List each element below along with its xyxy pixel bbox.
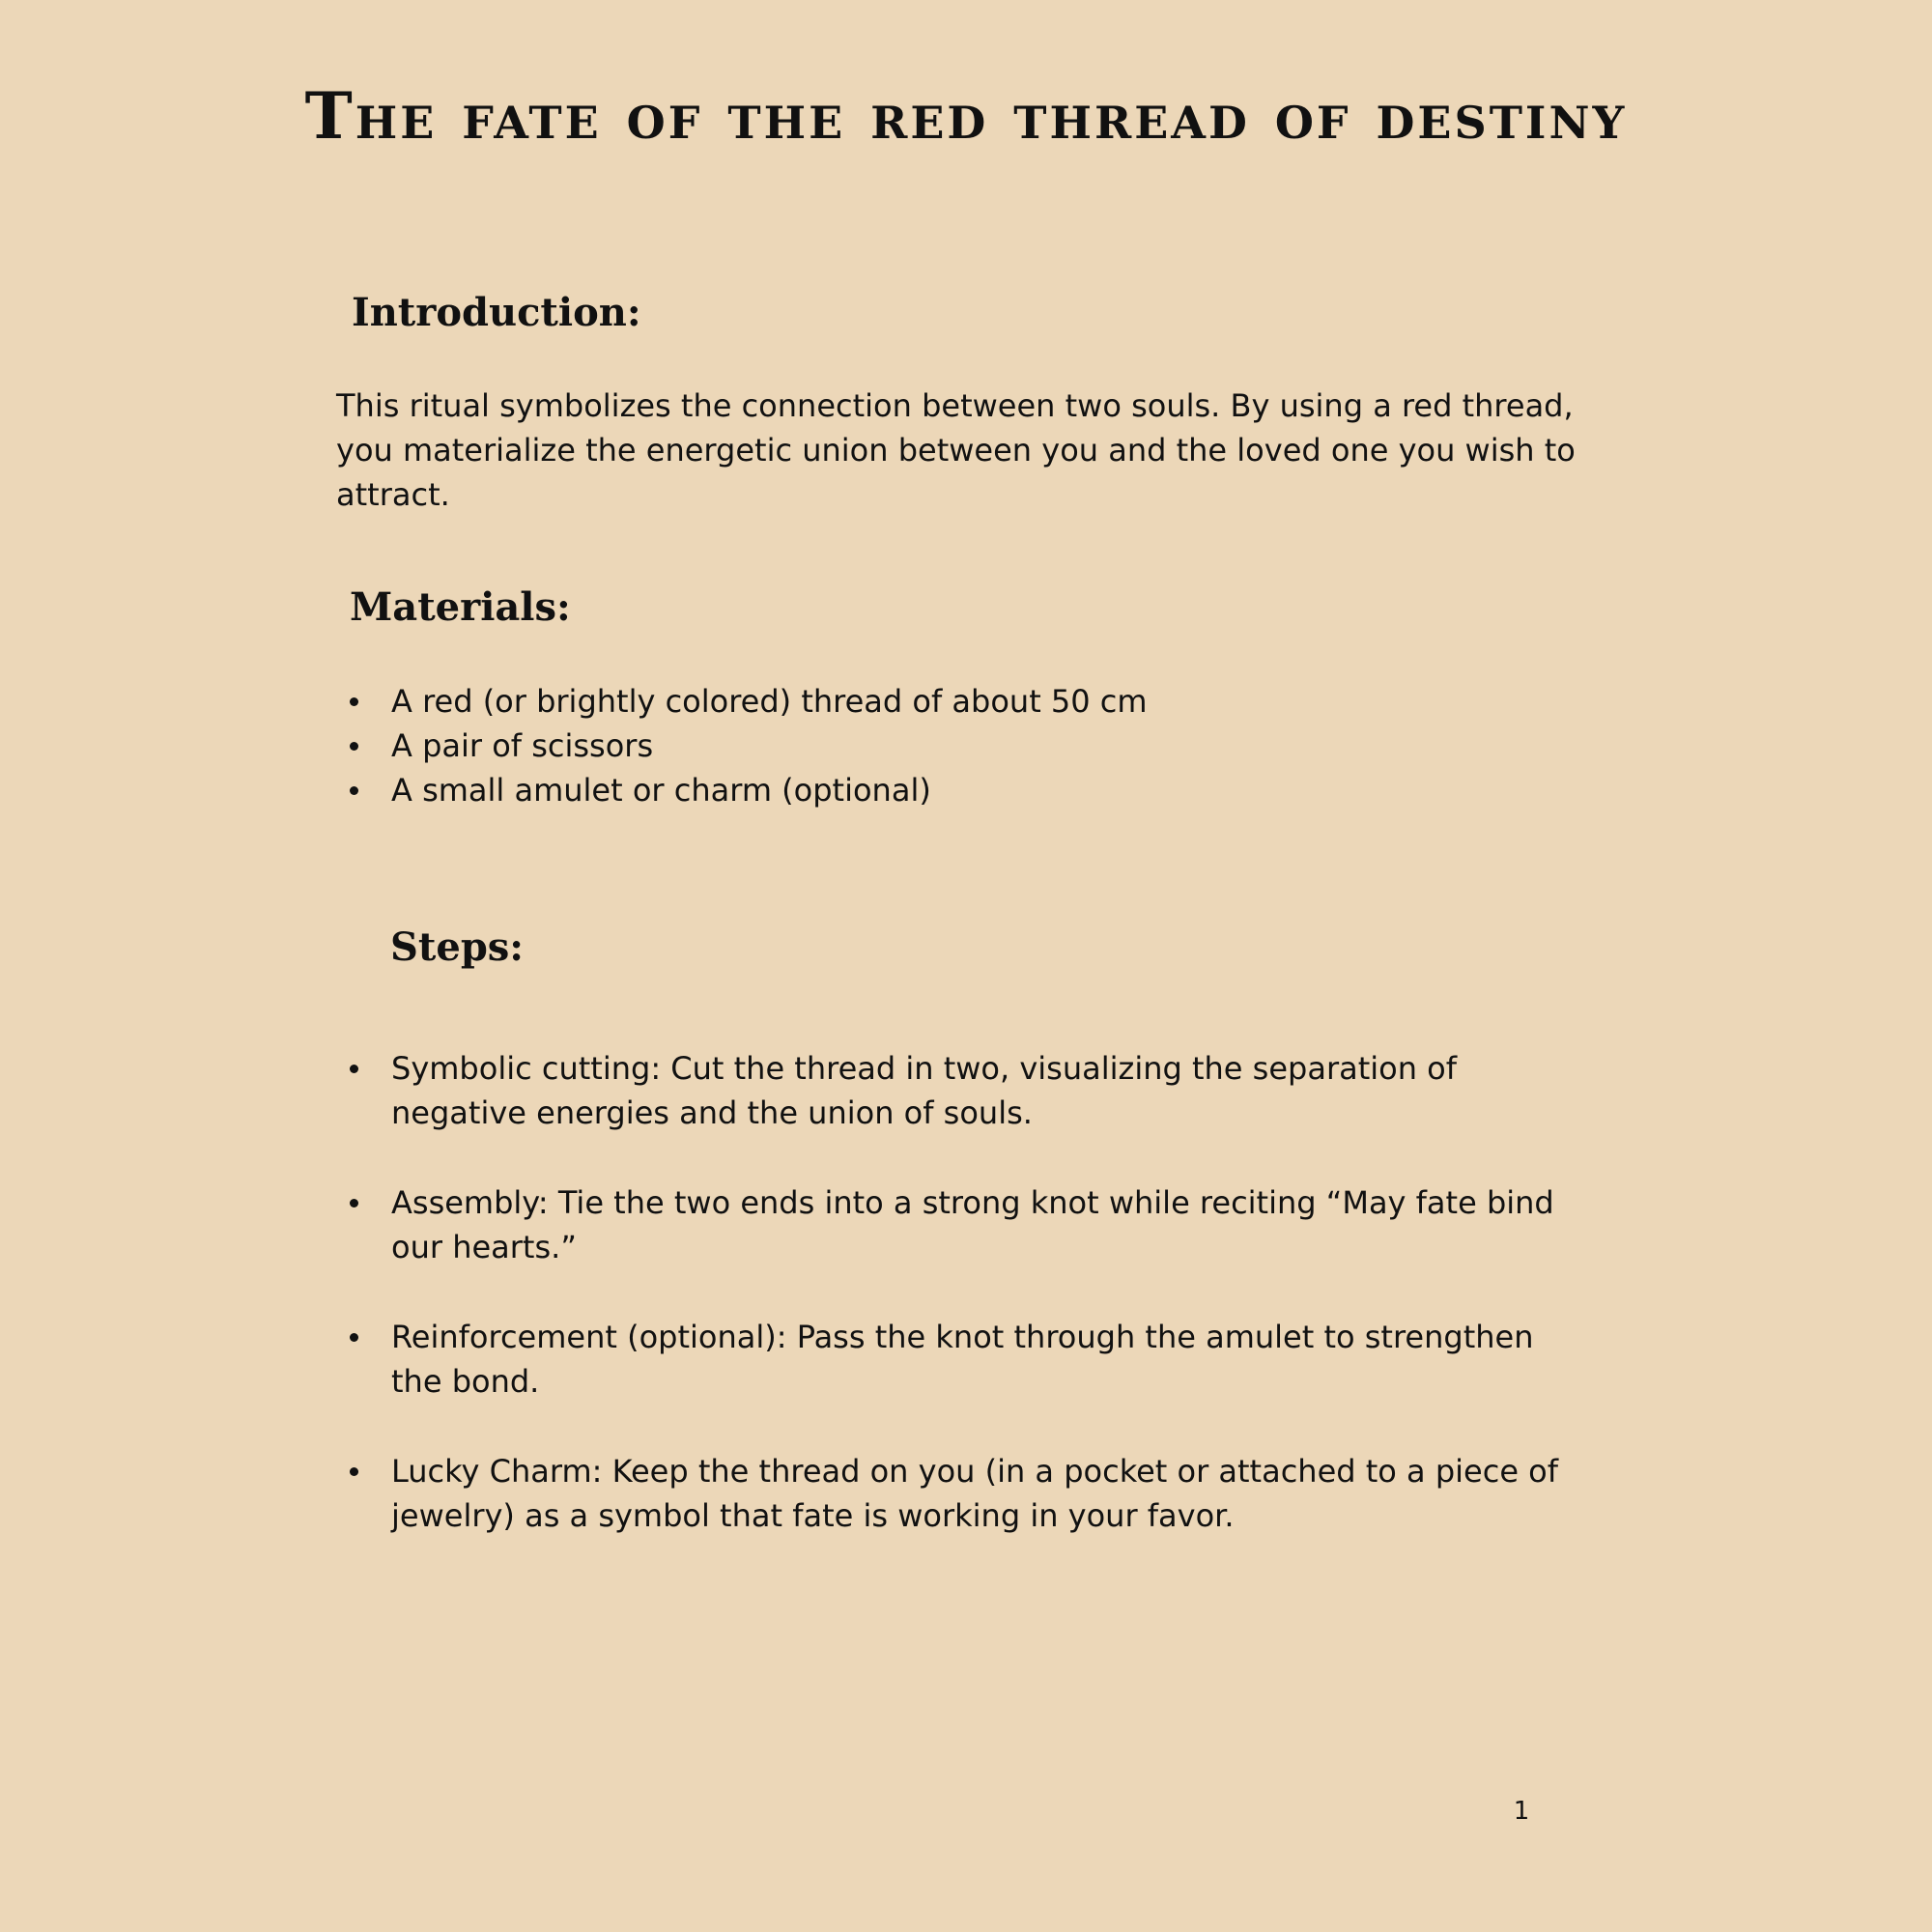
introduction-text: This ritual symbolizes the connection between two souls. By using a red thread, you materialize the energetic union between you and the loved one you wish to attract. bbox=[336, 387, 1576, 513]
steps-list-item bbox=[336, 1046, 1592, 1135]
materials-list bbox=[336, 679, 1592, 812]
bullet-icon bbox=[350, 786, 358, 795]
step-text: Assembly: Tie the two ends into a strong knot while reciting “May fate bind our hearts.” bbox=[391, 1184, 1554, 1265]
introduction-heading: Introduction: bbox=[352, 290, 641, 335]
materials-item-text: A red (or brightly colored) thread of about 50 cm bbox=[391, 683, 1148, 720]
step-text: Symbolic cutting: Cut the thread in two, visualizing the separation of negative energies and the union of souls. bbox=[391, 1050, 1458, 1131]
materials-item-text: A pair of scissors bbox=[391, 727, 654, 764]
materials-list-item bbox=[336, 724, 1592, 768]
steps-heading: Steps: bbox=[390, 924, 525, 970]
materials-item-text: A small amulet or charm (optional) bbox=[391, 772, 931, 809]
bullet-icon bbox=[350, 1065, 358, 1073]
steps-list-item bbox=[336, 1315, 1592, 1404]
materials-heading: Materials: bbox=[350, 584, 571, 630]
materials-list-item bbox=[336, 679, 1592, 724]
steps-list-item bbox=[336, 1180, 1592, 1269]
bullet-icon bbox=[350, 1199, 358, 1208]
steps-list-item bbox=[336, 1449, 1592, 1538]
document-title: The fate of the red thread of destiny bbox=[304, 78, 1628, 154]
page-number: 1 bbox=[1513, 1797, 1530, 1826]
bullet-icon bbox=[350, 1333, 358, 1342]
materials-list-item bbox=[336, 768, 1592, 812]
bullet-icon bbox=[350, 742, 358, 751]
bullet-icon bbox=[350, 1467, 358, 1476]
step-text: Lucky Charm: Keep the thread on you (in a pocket or attached to a piece of jewelry) as a symbol that fate is working in your favor. bbox=[391, 1453, 1559, 1534]
step-text: Reinforcement (optional): Pass the knot through the amulet to strengthen the bond. bbox=[391, 1319, 1534, 1400]
bullet-icon bbox=[350, 697, 358, 706]
steps-list bbox=[336, 1046, 1592, 1583]
